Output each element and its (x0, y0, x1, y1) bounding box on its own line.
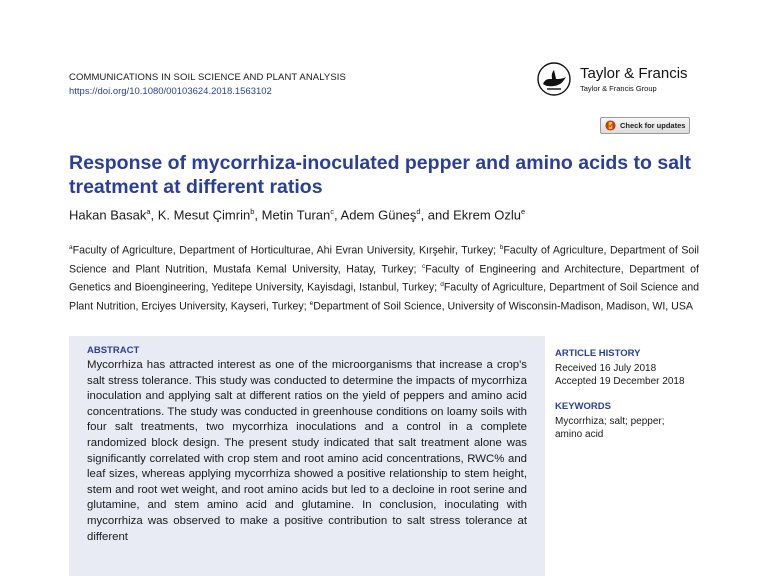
affiliation-marker: d (440, 281, 444, 289)
received-date: Received 16 July 2018 (555, 363, 657, 374)
author-affiliation-marker: d (416, 207, 421, 216)
author-name[interactable]: Adem Güneş (340, 207, 417, 223)
author-separator: , and (420, 207, 454, 223)
author-name[interactable]: Metin Turan (261, 207, 331, 223)
check-for-updates-button[interactable] (600, 117, 690, 134)
author-separator: , (334, 207, 341, 223)
abstract-heading: ABSTRACT (87, 345, 140, 356)
check-for-updates-label: Check for updates (620, 121, 686, 130)
accepted-date: Accepted 19 December 2018 (555, 376, 685, 387)
publisher-logo[interactable] (536, 60, 696, 100)
crossmark-icon (605, 120, 616, 131)
article-history-heading: ARTICLE HISTORY (555, 348, 641, 359)
keywords-heading: KEYWORDS (555, 401, 611, 412)
abstract-box (69, 336, 545, 576)
author-affiliation-marker: c (330, 207, 335, 216)
oil-lamp-icon (536, 62, 572, 96)
publisher-group: Taylor & Francis Group (580, 84, 657, 93)
affiliation-marker: e (309, 299, 314, 307)
author-name[interactable]: Ekrem Ozlu (453, 207, 522, 223)
doi-link[interactable]: https://doi.org/10.1080/00103624.2018.1563102 (69, 86, 272, 97)
keywords-line-2: amino acid (555, 429, 604, 440)
affiliation-marker: c (422, 262, 426, 270)
affiliation-marker: a (69, 244, 73, 251)
affiliation-marker: b (499, 244, 504, 251)
affiliations (69, 240, 699, 314)
affiliation-text: Faculty of Agriculture, Department of Soil Science and Plant Nutrition, Erciyes University, Kayseri, Turkey; (69, 281, 699, 313)
author-name[interactable]: K. Mesut Çimrin (157, 207, 251, 223)
article-title: Response of mycorrhiza-inoculated pepper and amino acids to salt treatment at different ratios (69, 152, 691, 198)
affiliation-text: Department of Soil Science, University of Wisconsin-Madison, Madison, WI, USA (313, 300, 693, 313)
keywords (555, 401, 705, 441)
author-name[interactable]: Hakan Basak (69, 207, 147, 223)
author-affiliation-marker: b (250, 207, 255, 216)
journal-name: COMMUNICATIONS IN SOIL SCIENCE AND PLANT ANALYSIS (69, 72, 346, 83)
article-history (555, 348, 705, 388)
affiliation-text: Faculty of Engineering and Architecture, Department of Genetics and Bioengineering, Yeditepe University, Kayisdagi, Istanbul, Turkey; (69, 263, 699, 294)
author-separator: , (150, 207, 158, 223)
affiliation-text: Faculty of Agriculture, Department of Soil Science and Plant Nutrition, Mustafa Kemal University, Hatay, Turkey; (69, 244, 699, 276)
abstract-text: Mycorrhiza has attracted interest as one of the microorganisms that increase a crop's salt stress tolerance. This study was conducted to determine the impacts of mycorrhiza inoculation and applying salt at different ratios on the yield of peppers and amino acid concentrations. The study was conducted in greenhouse conditions on loamy soils with four salt treatments, two mycorrhiza inoculations and a control in a complete randomized block design. The present study indicated that salt treatment alone was significantly correlated with crop stem and root amino acid concentrations, RWC% and leaf sizes, whereas applying mycorrhiza showed a positive relationship to stem height, stem and root wet weight, and root amino acids but led to a decloine in root serine and glutamine, and stem amino acid and glutamine. In conclusion, inoculating with mycorrhiza was observed to make a positive contribution to salt stress tolerance at different (87, 359, 527, 543)
author-affiliation-marker: e (521, 207, 526, 216)
author-affiliation-marker: a (146, 207, 151, 216)
publisher-name: Taylor & Francis (580, 65, 688, 82)
author-separator: , (254, 207, 262, 223)
author-list (69, 207, 525, 222)
keywords-line-1: Mycorrhiza; salt; pepper; (555, 416, 665, 427)
affiliation-text: Faculty of Agriculture, Department of Horticulturae, Ahi Evran University, Kırşehir, Turkey; (72, 244, 500, 257)
